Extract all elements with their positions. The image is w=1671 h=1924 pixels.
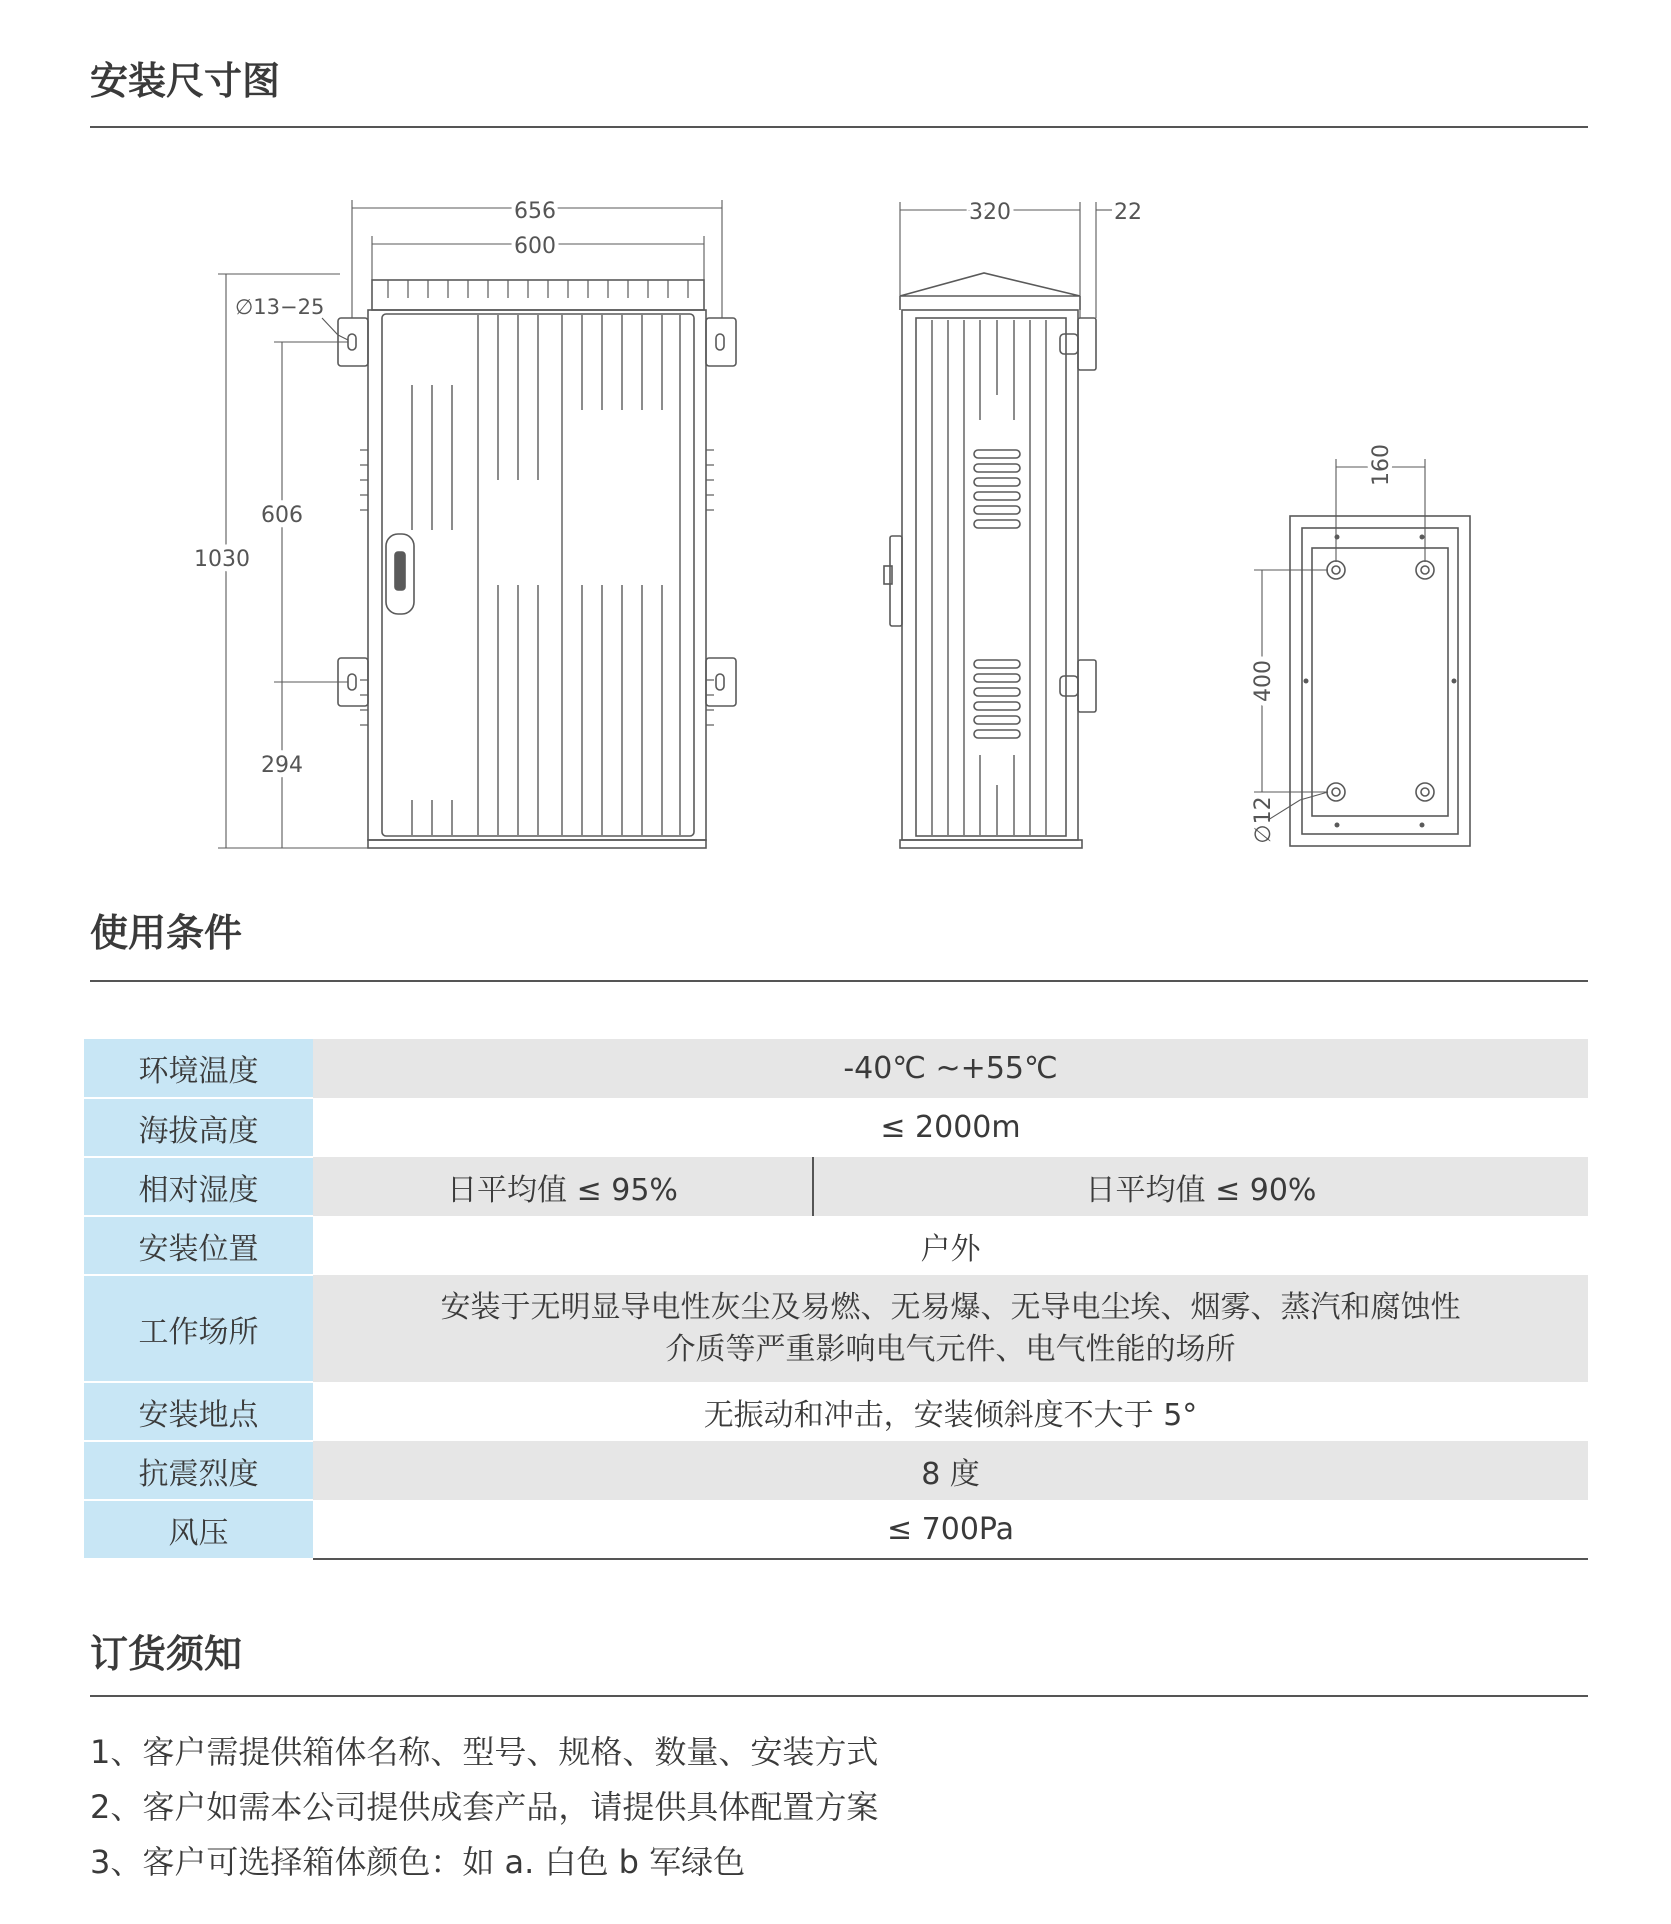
- condition-label: 相对湿度: [84, 1157, 313, 1216]
- dim-1030: 1030: [194, 547, 250, 572]
- condition-value: 无振动和冲击，安装倾斜度不大于 5°: [313, 1382, 1588, 1441]
- dim-606: 606: [261, 503, 303, 528]
- condition-value-right: 日平均值 ≤ 90%: [813, 1157, 1588, 1216]
- front-body: [368, 310, 706, 840]
- section-rule: [90, 126, 1588, 128]
- table-row: [84, 1098, 1588, 1157]
- condition-label: 海拔高度: [84, 1098, 313, 1157]
- condition-label: 环境温度: [84, 1039, 313, 1098]
- order-notes-list: [90, 1725, 878, 1890]
- side-lock: [884, 536, 902, 626]
- section-title-install: 安装尺寸图: [90, 59, 281, 103]
- side-louvers-upper: [974, 450, 1020, 528]
- table-row: [84, 1157, 1588, 1216]
- section-rule: [90, 980, 1588, 982]
- condition-label: 工作场所: [84, 1275, 313, 1382]
- base-bolts: [1327, 561, 1434, 801]
- table-row: [84, 1441, 1588, 1500]
- condition-label: 安装位置: [84, 1216, 313, 1275]
- door-ribs: [412, 315, 680, 835]
- side-base: [900, 840, 1082, 848]
- table-row: [84, 1500, 1588, 1559]
- condition-value-line: 安装于无明显导电性灰尘及易燃、无易爆、无导电尘埃、烟雾、蒸汽和腐蚀性: [440, 1289, 1461, 1325]
- mount-bracket-top-right: [706, 318, 736, 366]
- condition-label: 抗震烈度: [84, 1441, 313, 1500]
- condition-value-left: 日平均值 ≤ 95%: [313, 1157, 813, 1216]
- condition-label: 安装地点: [84, 1382, 313, 1441]
- side-ribs: [932, 320, 1046, 835]
- front-roof-slats: [388, 280, 688, 298]
- dim-base-hole: ∅12: [1251, 796, 1276, 844]
- dimension-drawing: [0, 160, 1671, 880]
- dim-160: 160: [1369, 444, 1394, 486]
- side-louvers-lower: [974, 660, 1020, 738]
- conditions-table: [84, 1039, 1588, 1560]
- condition-value: 户外: [313, 1216, 1588, 1275]
- list-item: 1、客户需提供箱体名称、型号、规格、数量、安装方式: [90, 1733, 879, 1771]
- condition-value: -40℃ ~+55℃: [313, 1039, 1588, 1098]
- side-roof: [900, 273, 1080, 296]
- list-item: 2、客户如需本公司提供成套产品，请提供具体配置方案: [90, 1788, 879, 1826]
- dim-400: 400: [1251, 660, 1276, 702]
- table-row: [84, 1216, 1588, 1275]
- section-rule: [90, 1695, 1588, 1697]
- condition-value: [313, 1275, 1588, 1382]
- front-vents-right: [706, 450, 714, 725]
- base-outer: [1290, 516, 1470, 846]
- front-vents-left: [360, 450, 368, 725]
- dim-600: 600: [514, 234, 556, 259]
- side-body: [902, 310, 1078, 840]
- section-title-conditions: 使用条件: [90, 911, 243, 955]
- front-roof: [372, 280, 704, 310]
- table-row: [84, 1039, 1588, 1098]
- section-title-order: 订货须知: [90, 1632, 243, 1676]
- condition-value: 8 度: [313, 1441, 1588, 1500]
- front-base: [368, 840, 706, 848]
- base-marks: [1304, 535, 1457, 828]
- dim-hole-spec: ∅13−25: [235, 295, 325, 319]
- table-row: [84, 1275, 1588, 1382]
- base-dim-lines: [1254, 459, 1425, 820]
- condition-label: 风压: [84, 1500, 313, 1559]
- dim-22: 22: [1114, 200, 1142, 225]
- condition-value: ≤ 2000m: [313, 1098, 1588, 1157]
- condition-value: ≤ 700Pa: [313, 1500, 1588, 1559]
- dim-294: 294: [261, 753, 303, 778]
- base-inner: [1312, 548, 1448, 816]
- mount-bracket-bottom-right: [706, 658, 736, 706]
- table-row: [84, 1382, 1588, 1441]
- condition-value-line: 介质等严重影响电气元件、电气性能的场所: [665, 1331, 1236, 1367]
- dim-320: 320: [969, 200, 1011, 225]
- list-item: 3、客户可选择箱体颜色：如 a. 白色 b 军绿色: [90, 1843, 746, 1881]
- dim-656: 656: [514, 199, 556, 224]
